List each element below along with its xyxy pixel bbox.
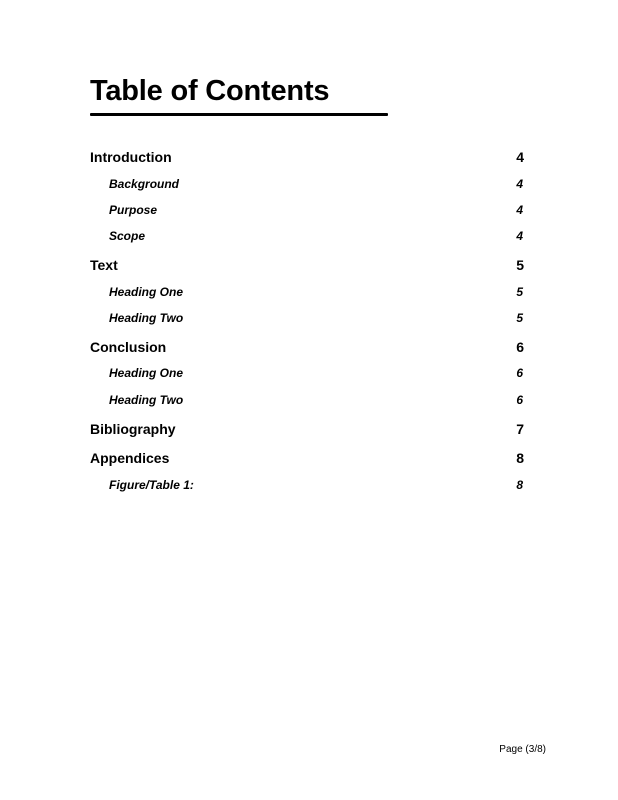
toc-entry-page: 5 [516,311,523,325]
toc-entry-label: Heading Two [109,311,184,325]
toc-entry-label: Scope [109,229,146,243]
toc-entry-background[interactable] [90,177,524,191]
toc-entry-page: 5 [516,285,523,299]
toc-entry-page: 4 [516,203,523,217]
toc-entry-label: Text [90,257,118,273]
toc-entry-appendices[interactable] [90,450,524,466]
toc-entry-label: Introduction [90,149,172,165]
toc-entry-label: Heading Two [109,393,184,407]
toc-list [90,0,524,500]
toc-entry-page: 5 [516,257,524,273]
toc-entry-page: 4 [516,177,523,191]
toc-entry-page: 4 [516,149,524,165]
toc-entry-heading-one[interactable] [90,285,524,299]
toc-entry-label: Heading One [109,366,184,380]
toc-entry-page: 6 [516,393,523,407]
toc-entry-bibliography[interactable] [90,421,524,437]
toc-entry-label: Background [109,177,180,191]
toc-entry-heading-two[interactable] [90,311,524,325]
toc-entry-introduction[interactable] [90,149,524,165]
toc-entry-text[interactable] [90,257,524,273]
toc-entry-label: Figure/Table 1: [109,478,194,492]
toc-entry-label: Conclusion [90,339,167,355]
toc-entry-scope[interactable] [90,229,524,243]
toc-entry-figure-table-1[interactable] [90,478,524,492]
toc-entry-label: Purpose [109,203,158,217]
toc-entry-page: 4 [516,229,523,243]
toc-entry-heading-two[interactable] [90,393,524,407]
toc-entry-conclusion[interactable] [90,339,524,355]
page-number-footer: Page (3/8) [499,744,546,755]
toc-entry-page: 7 [516,421,524,437]
toc-entry-heading-one[interactable] [90,366,524,380]
toc-entry-label: Appendices [90,450,170,466]
toc-entry-label: Heading One [109,285,184,299]
toc-entry-label: Bibliography [90,421,176,437]
toc-entry-page: 8 [516,450,524,466]
page-title: Table of Contents [90,75,330,107]
toc-entry-page: 8 [516,478,523,492]
toc-entry-purpose[interactable] [90,203,524,217]
toc-entry-page: 6 [516,366,523,380]
toc-entry-page: 6 [516,339,524,355]
